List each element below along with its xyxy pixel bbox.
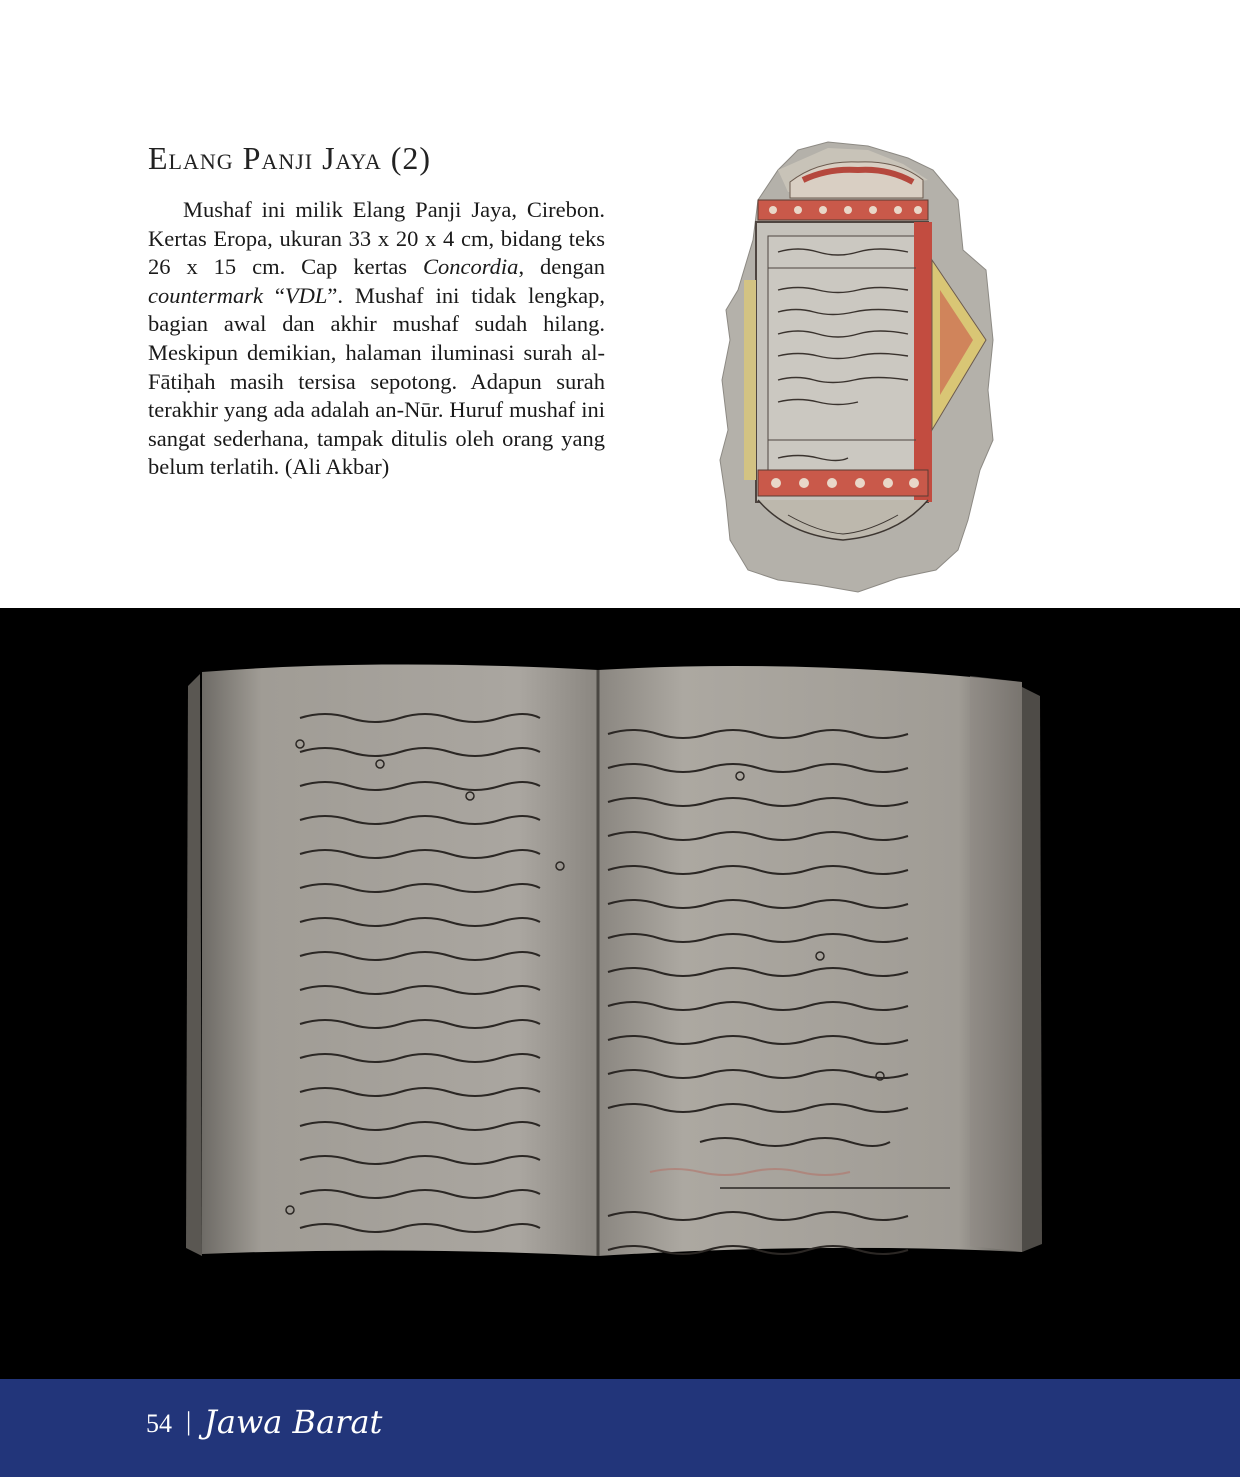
desc-part-7: ”. Mushaf ini tidak lengkap, bagian awal dan akhir mushaf sudah hilang. Meskipun demikian, halaman iluminasi surah al-Fātiḥah masih tersisa sepotong. Adapun surah terakhir yang ada adalah an-Nūr. Huruf mushaf ini sangat sederhana, tampak ditulis oleh orang yang belum terlatih. (Ali Akbar)	[148, 282, 605, 480]
top-section	[0, 0, 1240, 608]
description-paragraph	[148, 196, 605, 482]
desc-part-3: , dengan	[518, 254, 605, 280]
page-title: Elang Panji Jaya (2)	[148, 140, 432, 176]
desc-part-5: “	[262, 282, 285, 308]
footer-separator: |	[186, 1407, 192, 1436]
region-label: Jawa Barat	[204, 1403, 383, 1441]
open-mushaf-photo	[180, 656, 1060, 1276]
desc-italic-concordia: Concordia	[423, 254, 519, 280]
illuminated-fragment-photo	[718, 140, 998, 600]
desc-part-1: Mushaf ini milik Elang Panji Jaya, Cirebon. Kertas Eropa, ukuran 33 x 20 x 4 cm, bidang teks 26 x 15 cm. Cap kertas	[148, 197, 605, 280]
footer-band	[0, 1379, 1240, 1477]
desc-italic-countermark: countermark	[148, 282, 263, 308]
desc-italic-vdl: VDL	[284, 282, 328, 308]
manuscript-photo-section	[0, 608, 1240, 1379]
page-number: 54	[146, 1409, 172, 1438]
